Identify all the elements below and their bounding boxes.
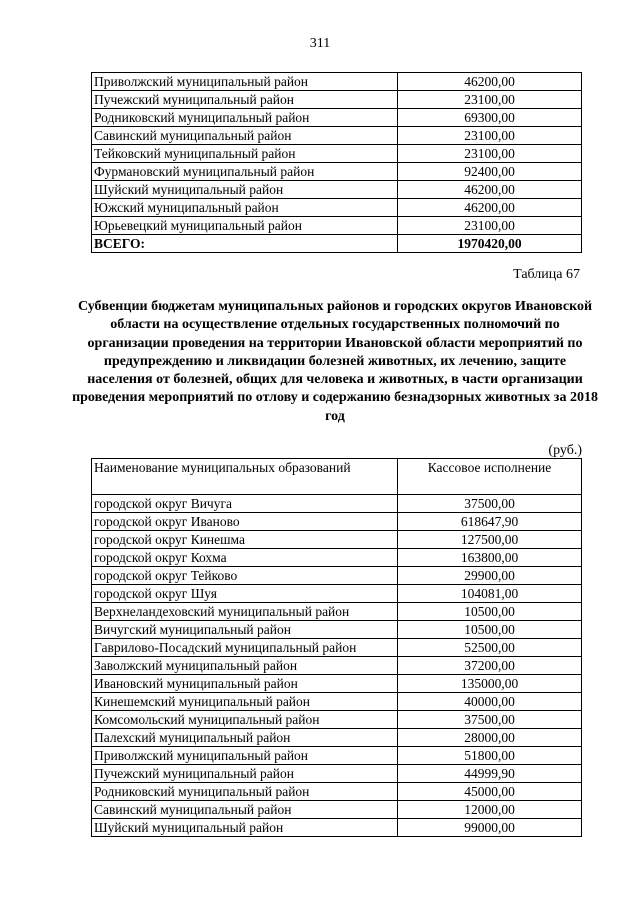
table-row bbox=[92, 765, 582, 783]
table-row bbox=[92, 73, 582, 91]
row-name: городской округ Кинешма bbox=[92, 531, 398, 549]
table-row bbox=[92, 495, 582, 513]
table-row bbox=[92, 531, 582, 549]
row-name: Тейковский муниципальный район bbox=[92, 145, 398, 163]
table-row bbox=[92, 693, 582, 711]
table-row bbox=[92, 127, 582, 145]
table-row bbox=[92, 585, 582, 603]
row-value: 37500,00 bbox=[398, 495, 582, 513]
row-value: 46200,00 bbox=[398, 73, 582, 91]
row-name: Ивановский муниципальный район bbox=[92, 675, 398, 693]
table-row bbox=[92, 145, 582, 163]
row-name: Родниковский муниципальный район bbox=[92, 109, 398, 127]
table-row bbox=[92, 747, 582, 765]
table-row bbox=[92, 639, 582, 657]
row-value: 12000,00 bbox=[398, 801, 582, 819]
row-value: 104081,00 bbox=[398, 585, 582, 603]
table-row bbox=[92, 729, 582, 747]
row-name: городской округ Иваново bbox=[92, 513, 398, 531]
main-table bbox=[91, 458, 582, 837]
row-name: Савинский муниципальный район bbox=[92, 801, 398, 819]
row-name: городской округ Тейково bbox=[92, 567, 398, 585]
row-name: Верхнеландеховский муниципальный район bbox=[92, 603, 398, 621]
row-value: 69300,00 bbox=[398, 109, 582, 127]
row-value: 40000,00 bbox=[398, 693, 582, 711]
row-name: городской округ Кохма bbox=[92, 549, 398, 567]
document-title: Субвенции бюджетам муниципальных районов и городских округов Ивановской области на осуществление отдельных государственных полномочий по организации проведения на территории Ивановской области мероприятий по предупреждению и ликвидации болезней животных, их лечению, защите населения от болезней, общих для человека и животных, в части организации проведения мероприятий по отлову и содержанию безнадзорных животных за 2018 год bbox=[72, 299, 598, 424]
row-value: 99000,00 bbox=[398, 819, 582, 837]
row-name: Вичугский муниципальный район bbox=[92, 621, 398, 639]
row-value: 618647,90 bbox=[398, 513, 582, 531]
header-value: Кассовое исполнение bbox=[398, 459, 582, 495]
row-name: Шуйский муниципальный район bbox=[92, 181, 398, 199]
row-value: 163800,00 bbox=[398, 549, 582, 567]
table-row bbox=[92, 109, 582, 127]
table-row bbox=[92, 549, 582, 567]
table-row bbox=[92, 801, 582, 819]
row-value: 92400,00 bbox=[398, 163, 582, 181]
row-value: 10500,00 bbox=[398, 603, 582, 621]
row-value: 51800,00 bbox=[398, 747, 582, 765]
row-name: Родниковский муниципальный район bbox=[92, 783, 398, 801]
total-label: ВСЕГО: bbox=[92, 235, 398, 253]
row-value: 23100,00 bbox=[398, 91, 582, 109]
row-value: 52500,00 bbox=[398, 639, 582, 657]
row-name: Савинский муниципальный район bbox=[92, 127, 398, 145]
row-name: Пучежский муниципальный район bbox=[92, 91, 398, 109]
table-row bbox=[92, 513, 582, 531]
table-row bbox=[92, 783, 582, 801]
row-name: Фурмановский муниципальный район bbox=[92, 163, 398, 181]
top-table bbox=[91, 72, 582, 253]
row-name: Шуйский муниципальный район bbox=[92, 819, 398, 837]
row-name: городской округ Шуя bbox=[92, 585, 398, 603]
row-value: 46200,00 bbox=[398, 199, 582, 217]
table-row bbox=[92, 567, 582, 585]
table-row bbox=[92, 181, 582, 199]
total-value: 1970420,00 bbox=[398, 235, 582, 253]
table-row bbox=[92, 91, 582, 109]
row-name: городской округ Вичуга bbox=[92, 495, 398, 513]
table-row bbox=[92, 199, 582, 217]
row-name: Комсомольский муниципальный район bbox=[92, 711, 398, 729]
table-row bbox=[92, 711, 582, 729]
row-name: Гаврилово-Посадский муниципальный район bbox=[92, 639, 398, 657]
table-row bbox=[92, 163, 582, 181]
row-value: 127500,00 bbox=[398, 531, 582, 549]
units-label: (руб.) bbox=[548, 443, 582, 458]
row-value: 29900,00 bbox=[398, 567, 582, 585]
row-name: Пучежский муниципальный район bbox=[92, 765, 398, 783]
row-name: Кинешемский муниципальный район bbox=[92, 693, 398, 711]
table-row bbox=[92, 819, 582, 837]
page-number: 311 bbox=[309, 36, 331, 51]
row-value: 37200,00 bbox=[398, 657, 582, 675]
total-row bbox=[92, 235, 582, 253]
row-name: Заволжский муниципальный район bbox=[92, 657, 398, 675]
row-value: 23100,00 bbox=[398, 127, 582, 145]
row-value: 10500,00 bbox=[398, 621, 582, 639]
table-row bbox=[92, 217, 582, 235]
row-name: Приволжский муниципальный район bbox=[92, 747, 398, 765]
row-value: 23100,00 bbox=[398, 145, 582, 163]
row-name: Юрьевецкий муниципальный район bbox=[92, 217, 398, 235]
row-value: 44999,90 bbox=[398, 765, 582, 783]
row-value: 23100,00 bbox=[398, 217, 582, 235]
table-row bbox=[92, 603, 582, 621]
row-name: Приволжский муниципальный район bbox=[92, 73, 398, 91]
table-row bbox=[92, 657, 582, 675]
row-value: 28000,00 bbox=[398, 729, 582, 747]
table-row bbox=[92, 621, 582, 639]
table-row bbox=[92, 675, 582, 693]
header-name: Наименование муниципальных образований bbox=[92, 459, 398, 495]
row-name: Палехский муниципальный район bbox=[92, 729, 398, 747]
table-caption: Таблица 67 bbox=[513, 267, 580, 282]
row-value: 135000,00 bbox=[398, 675, 582, 693]
row-value: 37500,00 bbox=[398, 711, 582, 729]
row-name: Южский муниципальный район bbox=[92, 199, 398, 217]
row-value: 46200,00 bbox=[398, 181, 582, 199]
table-header-row bbox=[92, 459, 582, 495]
row-value: 45000,00 bbox=[398, 783, 582, 801]
